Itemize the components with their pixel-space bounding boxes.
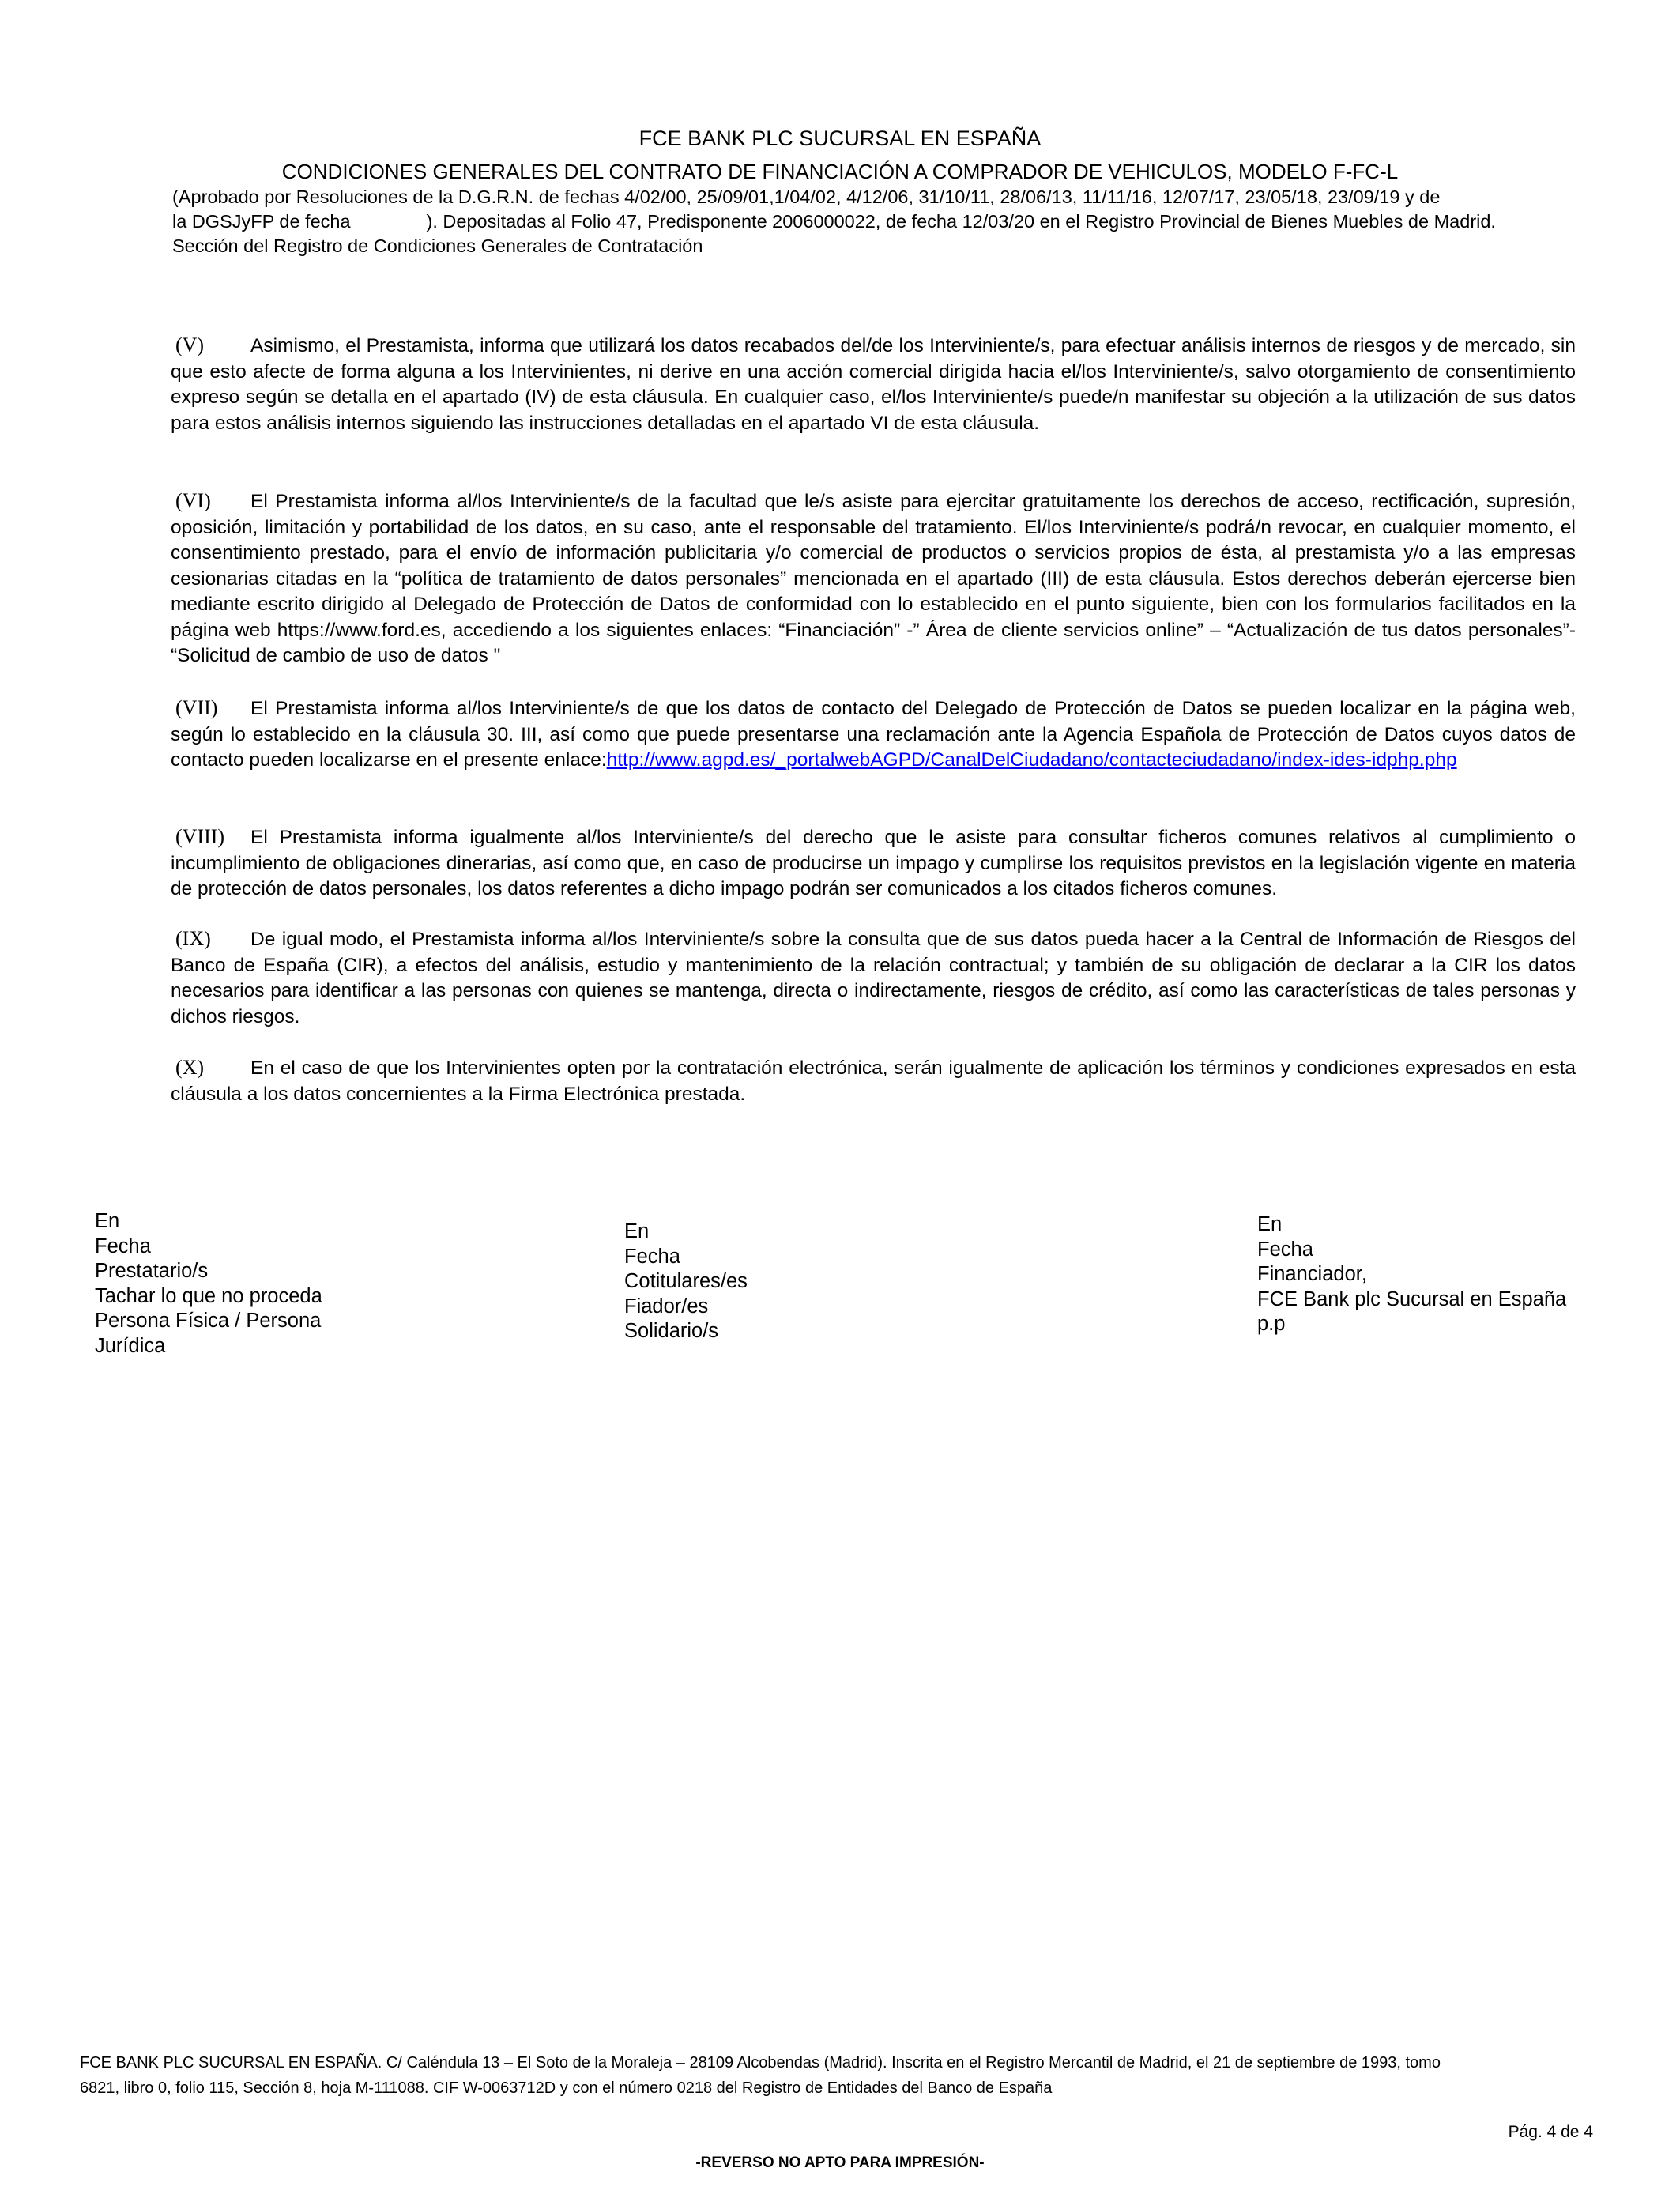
sig-person-type: Persona Física / Persona xyxy=(95,1310,322,1332)
sig-date-label: Fecha xyxy=(624,1245,680,1268)
sig-date-label: Fecha xyxy=(95,1235,151,1257)
sig-company-name: FCE Bank plc Sucursal en España xyxy=(1257,1287,1567,1310)
clause-number: (VIII) xyxy=(175,825,225,848)
signature-block-cotitulares xyxy=(624,1220,748,1344)
sig-date-label: Fecha xyxy=(1257,1238,1313,1261)
sig-role-label: Prestatario/s xyxy=(95,1260,209,1282)
sig-place-label: En xyxy=(624,1220,650,1242)
clause-text: De igual modo, el Prestamista informa al/los Interviniente/s sobre la consulta que de sus datos pueda hacer a la Central de Información de Riesgos del Banco de España (CIR), a efectos del análisis, estudio y mantenimiento de la relación contractual; y también de su obligación de declarar a la CIR los datos necesarios para identificar a las personas con quienes se mantenga, directa o indirectamente, riesgos de crédito, así como las características de tales personas y dichos riesgos. xyxy=(171,929,1576,1027)
sig-person-type-cont: Jurídica xyxy=(95,1334,166,1357)
clause-ix xyxy=(171,926,1576,1030)
footer-registry-line-1: FCE BANK PLC SUCURSAL EN ESPAÑA. C/ Caléndula 13 – El Soto de la Moraleja – 28109 Alcobendas (Madrid). Inscrita en el Registro Mercantil de Madrid, el 21 de septiembre de 1993, tomo xyxy=(80,2054,1441,2071)
clause-vii xyxy=(171,696,1576,774)
document-title: FCE BANK PLC SUCURSAL EN ESPAÑA xyxy=(638,126,1042,150)
clause-x xyxy=(171,1055,1576,1107)
sig-role-label: Cotitulares/es xyxy=(624,1270,748,1292)
clause-number: (X) xyxy=(175,1056,205,1079)
clause-vi xyxy=(171,488,1576,669)
clause-number: (IX) xyxy=(175,927,211,950)
footer-registry-line-2: 6821, libro 0, folio 115, Sección 8, hoja M-111088. CIF W-0063712D y con el número 0218 del Registro de Entidades del Banco de España xyxy=(80,2079,1053,2097)
sig-pp-label: p.p xyxy=(1257,1313,1286,1335)
clause-text: El Prestamista informa igualmente al/los Interviniente/s del derecho que le asiste para consultar ficheros comunes relativos al cumplimiento o incumplimiento de obligaciones dinerarias, así como que, en caso de producirse un impago y cumplirse los requisitos previstos en la legislación vigente en materia de protección de datos personales, los datos referentes a dicho impago podrán ser comunicados a los citados ficheros comunes. xyxy=(171,827,1576,899)
clause-number: (V) xyxy=(175,334,205,356)
clause-number: (VII) xyxy=(175,696,218,719)
footer-registry-info xyxy=(80,2050,1597,2101)
sig-role-label: Financiador, xyxy=(1257,1263,1367,1285)
approval-note-line-2a: la DGSJyFP de fecha xyxy=(172,211,351,232)
approval-note xyxy=(172,185,1577,258)
clause-text: El Prestamista informa al/los Interviniente/s de la facultad que le/s asiste para ejercitar gratuitamente los derechos de acceso, rectificación, supresión, oposición, limitación y portabilidad de los datos, en su caso, ante el responsable del tratamiento. El/los Interviniente/s podrá/n revocar, en cualquier momento, el consentimiento prestado, para el envío de información publicitaria y/o comercial de productos o servicios propios de ésta, al prestamista y/o a las empresas cesionarias citadas en la “política de tratamiento de datos personales” mencionada en el apartado (III) de esta cláusula. Estos derechos deberán ejercerse bien mediante escrito dirigido al Delegado de Protección de Datos de conformidad con lo establecido en el punto siguiente, bien con los formularios facilitados en la página web https://www.ford.es, accediendo a los siguientes enlaces: “Financiación” -” Área de cliente servicios online” – “Actualización de tus datos personales”- “Solicitud de cambio de uso de datos " xyxy=(171,491,1576,666)
page-number: Pág. 4 de 4 xyxy=(1508,2123,1593,2141)
approval-note-line-3: Sección del Registro de Condiciones Generales de Contratación xyxy=(172,236,703,256)
clause-number: (VI) xyxy=(175,489,211,512)
sig-role-label-3: Solidario/s xyxy=(624,1320,719,1342)
document-subtitle: CONDICIONES GENERALES DEL CONTRATO DE FINANCIACIÓN A COMPRADOR DE VEHICULOS, MODELO F-FC-L xyxy=(281,160,1399,183)
sig-place-label: En xyxy=(1257,1213,1283,1235)
sig-instruction: Tachar lo que no proceda xyxy=(95,1284,322,1307)
clause-text: El Prestamista informa al/los Interviniente/s de que los datos de contacto del Delegado de Protección de Datos se pueden localizar en la página web, según lo establecido en la cláusula 30. III, así como que puede presentarse una reclamación ante la Agencia Española de Protección de Datos cuyos datos de contacto pueden localizarse en el presente enlace: xyxy=(171,698,1576,771)
sig-place-label: En xyxy=(95,1210,120,1232)
approval-note-line-2 xyxy=(172,209,1577,234)
clause-text: Asimismo, el Prestamista, informa que utilizará los datos recabados del/de los Interviniente/s, para efectuar análisis internos de riesgos y de mercado, sin que esto afecte de forma alguna a los Intervinientes, ni derive en una acción comercial dirigida hacia el/los Interviniente/s, salvo otorgamiento de consentimiento expreso según se detalla en el apartado (IV) de esta cláusula. En cualquier caso, el/los Interviniente/s puede/n manifestar su objeción a la utilización de sus datos para estos análisis internos siguiendo las instrucciones detalladas en el apartado VI de esta cláusula. xyxy=(171,335,1576,434)
signature-block-financiador xyxy=(1257,1212,1566,1337)
clause-text: En el caso de que los Intervinientes opten por la contratación electrónica, serán igualmente de aplicación los términos y condiciones expresados en esta cláusula a los datos concernientes a la Firma Electrónica prestada. xyxy=(171,1057,1576,1105)
approval-note-line-2b: ). Depositadas al Folio 47, Predisponente 2006000022, de fecha 12/03/20 en el Registro Provincial de Bienes Muebles de Madrid. xyxy=(426,211,1496,232)
signature-block-borrower xyxy=(95,1209,322,1359)
print-warning: -REVERSO NO APTO PARA IMPRESIÓN- xyxy=(695,2154,985,2171)
clause-v xyxy=(171,333,1576,436)
agpd-link[interactable]: http://www.agpd.es/_portalwebAGPD/CanalDelCiudadano/contacteciudadano/index-ides-idphp.php xyxy=(606,749,1457,771)
clause-viii xyxy=(171,824,1576,903)
sig-role-label-2: Fiador/es xyxy=(624,1295,709,1318)
approval-note-line-1: (Aprobado por Resoluciones de la D.G.R.N. de fechas 4/02/00, 25/09/01,1/04/02, 4/12/06, 31/10/11, 28/06/13, 11/11/16, 12/07/17, 23/05/18, 23/09/19 y de xyxy=(172,187,1441,207)
